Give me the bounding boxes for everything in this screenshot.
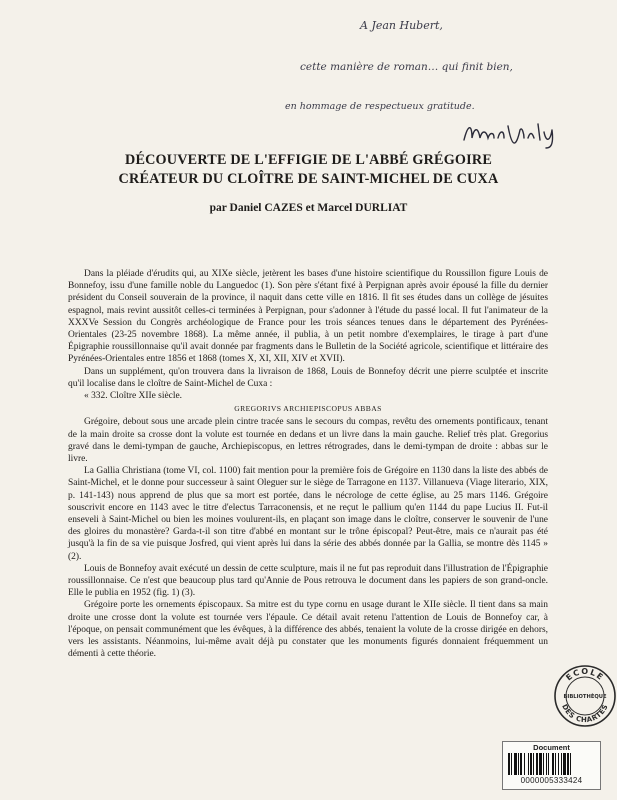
barcode-bar bbox=[511, 753, 512, 775]
barcode-bar bbox=[561, 753, 562, 775]
paragraph-1: Dans la pléiade d'érudits qui, au XIXe siècle, jetèrent les bases d'une histoire scientifique du Roussillon figure Louis de Bonnefoy, issu d'une famille noble du Languedoc (1). Son père s'étant fixé à Perpignan après avoir épousé la fille du dernier président du Conseil souverain de la province, il naquit dans cette ville en 1816. Il fit ses études dans un collège de jésuites espagnol, mais revint aussitôt celles-ci terminées à Perpignan, pour s'adonner à l'étude du passé local. Il fut l'animateur de la XXXVe Session du Congrès archéologique de France pour les trois séances tenues dans le département des Pyrénées-Orientales (23-25 novembre 1868). La même année, il publia, à un petit nombre d'exemplaires, le tirage à part d'une Épigraphie roussillonnaise qu'il avait donnée par fragments dans le Bulletin de la Société agricole, scientifique et littéraire des Pyrénées-Orientales entre 1856 et 1868 (tomes X, XI, XII, XIV et XVII). bbox=[68, 269, 548, 365]
barcode-bar bbox=[528, 753, 529, 775]
barcode-bar bbox=[524, 753, 525, 775]
dedication-line-2: cette manière de roman… qui finit bien, bbox=[300, 61, 513, 73]
paragraph-6: Grégoire porte les ornements épiscopaux. Sa mitre est du type cornu en usage durant le XIIe siècle. Il tient dans sa main droite une crosse dont la volute est tournée vers l'épaule. Ce détail avait retenu l'attention de Louis de Bonnefoy car, à l'époque, on pensait communément que les évêques, à la différence des abbés, tenaient la volute de la crosse dirigée en dehors, vers les assistants. Néanmoins, lui-même avait déjà pu constater que les monuments figurés donnaient fréquemment un démenti à cette théorie. bbox=[68, 600, 548, 660]
barcode-bar bbox=[520, 753, 522, 775]
barcode-bar bbox=[546, 753, 547, 775]
barcode-bar bbox=[530, 753, 532, 775]
barcode-bar bbox=[555, 753, 556, 775]
stamp-middle-text: BIBLIOTHÈQUE bbox=[563, 694, 607, 700]
paragraph-4: La Gallia Christiana (tome VI, col. 1100) fait mention pour la première fois de Grégoire en 1130 dans la liste des abbés de Saint-Michel, et le donne pour successeur à saint Oleguer sur le siège de Tarragone en 1137. Villanueva (Viage literario, XIX, p. 141-143) nous apprend de plus que sa mort est portée, dans le nécrologe de cette église, au 25 mars 1146. Grégoire souscrivit encore en 1143 avec le titre d'electus Tarraconensis, et ne reçut le pallium qu'en 1144 du pape Lucius II. Fut-il enseveli à Saint-Michel ou bien les moines voulurent-ils, en plaçant son image dans le cloître, conserver le souvenir de l'une des gloires du monastère? Garda-t-il son titre d'abbé en montant sur le trône épiscopal? Peut-être, mais ce n'aurait pas été jusqu'à la fin de sa vie puisque Josfred, qui vient après lui dans la série des abbés donnée par la Gallia, se montre dès 1145 » (2). bbox=[68, 466, 548, 562]
barcode-bar bbox=[539, 753, 542, 775]
barcode-label: Document bbox=[533, 743, 570, 752]
stamp-top-text: ECOLE bbox=[564, 666, 606, 683]
document-barcode-label bbox=[502, 741, 601, 790]
barcode-number: 0000005333424 bbox=[520, 776, 583, 785]
barcode-bar bbox=[543, 753, 544, 775]
dedication-line-3: en hommage de respectueux gratitude. bbox=[285, 101, 475, 112]
article-title-line-1: DÉCOUVERTE DE L'EFFIGIE DE L'ABBÉ GRÉGOIRE bbox=[125, 152, 492, 168]
barcode-bar bbox=[570, 753, 571, 775]
signature-handwriting bbox=[460, 118, 560, 150]
paragraph-2: Dans un supplément, qu'on trouvera dans la livraison de 1868, Louis de Bonnefoy décrit une pierre sculptée et inscrite qu'il localise dans le cloître de Saint-Michel de Cuxa : bbox=[68, 366, 548, 389]
barcode-bar bbox=[533, 753, 534, 775]
article-body bbox=[68, 268, 548, 661]
barcode-bar bbox=[536, 753, 538, 775]
inscription-heading: GREGORIVS ARCHIEPISCOPUS ABBAS bbox=[234, 404, 382, 414]
article-title-line-2: CRÉATEUR DU CLOÎTRE DE SAINT-MICHEL DE CUXA bbox=[118, 171, 499, 187]
library-stamp bbox=[553, 664, 617, 728]
barcode-bar bbox=[563, 753, 566, 775]
catalogue-entry: « 332. Cloître XIIe siècle. bbox=[84, 391, 183, 402]
barcode-bar bbox=[508, 753, 510, 775]
article-authors: par Daniel CAZES et Marcel DURLIAT bbox=[209, 202, 408, 214]
barcode-bar bbox=[548, 753, 549, 775]
barcode-bar bbox=[558, 753, 559, 775]
paragraph-3: Grégoire, debout sous une arcade plein cintre tracée sans le secours du compas, revêtu des ornements pontificaux, tenant de la main droite sa crosse dont la volute est tournée en dedans et un livre dans la main gauche. Relief très plat. Gregorius gravé dans le demi-tympan de gauche, Archiepiscopus, en lettres rétrogrades, dans le demi-tympan de droite : abbas sur le livre. bbox=[68, 417, 548, 465]
paragraph-5: Louis de Bonnefoy avait exécuté un dessin de cette sculpture, mais il ne fut pas reproduit dans l'illustration de l'Épigraphie roussillonnaise. Ce n'est que beaucoup plus tard qu'Annie de Pous retrouva le document dans les papiers de son grand-oncle. Elle le publia en 1952 (fig. 1) (3). bbox=[68, 563, 548, 599]
barcode-bar bbox=[552, 753, 554, 775]
barcode-bar bbox=[518, 753, 519, 775]
stamp-bottom-text: DES CHARTES bbox=[560, 702, 610, 725]
barcode-bars bbox=[508, 753, 595, 775]
dedication-line-1: A Jean Hubert, bbox=[360, 19, 443, 32]
barcode-bar bbox=[514, 753, 517, 775]
barcode-bar bbox=[567, 753, 569, 775]
